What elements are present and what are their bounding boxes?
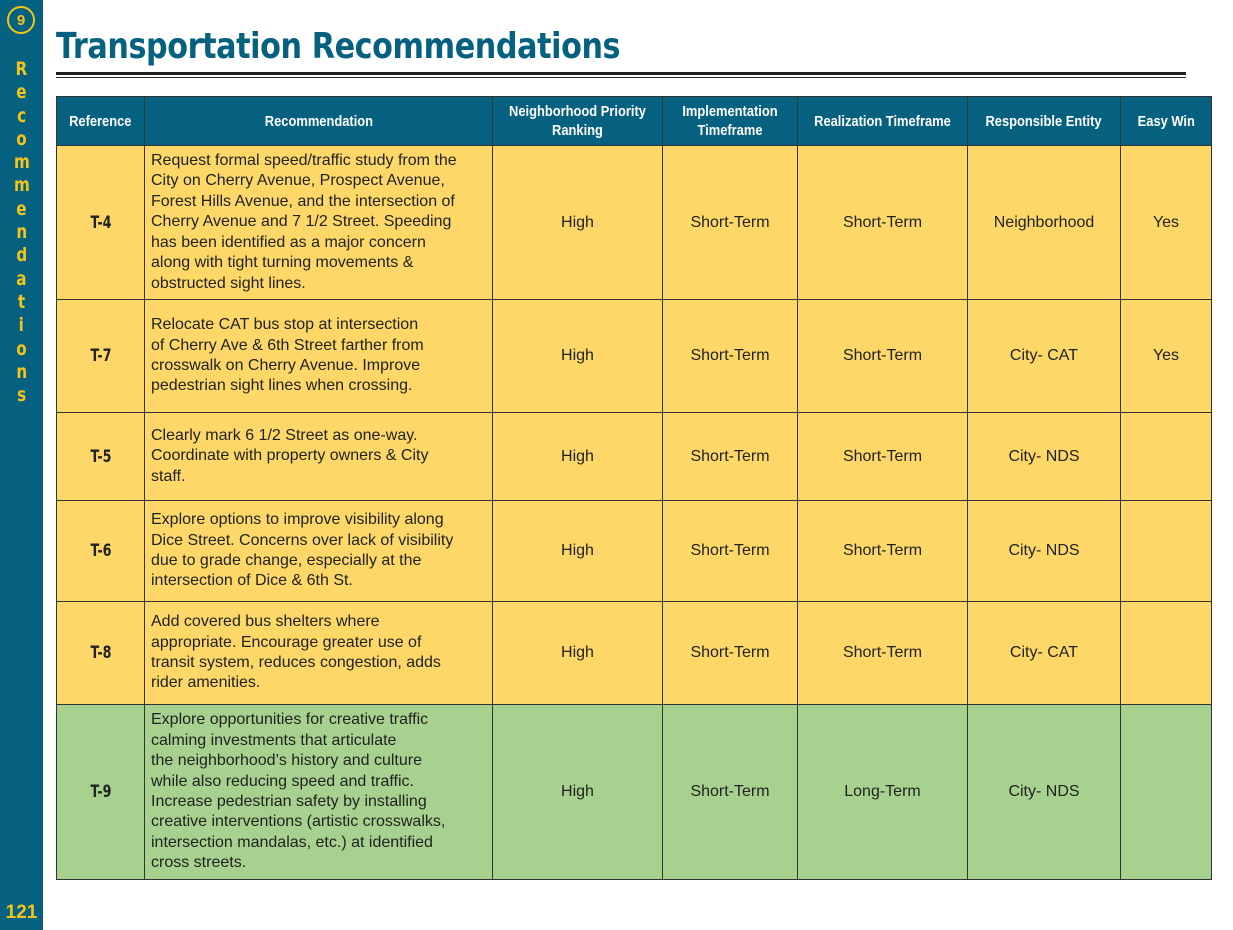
cell-recommendation: Request formal speed/traffic study from the City on Cherry Avenue, Prospect Avenue, Forest Hills Avenue, and the intersection of Cherry Avenue and 7 1/2 Street. Speeding has been identified as a major concern along with tight turning movements & obstructed sight lines. <box>145 146 493 300</box>
cell-entity: City- NDS <box>968 413 1121 501</box>
chapter-number-badge: 9 <box>7 6 35 34</box>
table-row <box>57 146 1212 300</box>
chapter-letter: m <box>13 174 30 197</box>
title-rule-thick <box>56 72 1186 75</box>
cell-reference: T-7 <box>57 300 145 413</box>
cell-easy-win: Yes <box>1121 146 1212 300</box>
chapter-letter: c <box>16 104 26 127</box>
header-reference: Reference <box>57 97 145 146</box>
cell-implementation: Short-Term <box>663 300 798 413</box>
cell-easy-win <box>1121 705 1212 880</box>
cell-realization: Short-Term <box>798 300 968 413</box>
cell-recommendation: Clearly mark 6 1/2 Street as one-way. Coordinate with property owners & City staff. <box>145 413 493 501</box>
table-header-row <box>57 97 1212 146</box>
cell-priority: High <box>493 146 663 300</box>
cell-realization: Short-Term <box>798 501 968 602</box>
cell-recommendation: Relocate CAT bus stop at intersection of Cherry Ave & 6th Street farther from crosswalk on Cherry Avenue. Improve pedestrian sight lines when crossing. <box>145 300 493 413</box>
cell-implementation: Short-Term <box>663 602 798 705</box>
cell-reference: T-5 <box>57 413 145 501</box>
cell-easy-win: Yes <box>1121 300 1212 413</box>
cell-recommendation: Explore options to improve visibility along Dice Street. Concerns over lack of visibility due to grade change, especially at the intersection of Dice & 6th St. <box>145 501 493 602</box>
chapter-letter: t <box>17 290 26 313</box>
cell-implementation: Short-Term <box>663 146 798 300</box>
chapter-letter: n <box>16 360 27 383</box>
chapter-letter: i <box>18 314 25 337</box>
cell-entity: City- CAT <box>968 300 1121 413</box>
cell-reference: T-4 <box>57 146 145 300</box>
cell-entity: City- NDS <box>968 501 1121 602</box>
chapter-letter: e <box>16 197 27 220</box>
cell-implementation: Short-Term <box>663 413 798 501</box>
cell-priority: High <box>493 501 663 602</box>
header-recommendation: Recommendation <box>145 97 493 146</box>
header-implementation: Implementation Timeframe <box>663 97 798 146</box>
cell-implementation: Short-Term <box>663 501 798 602</box>
cell-priority: High <box>493 413 663 501</box>
cell-priority: High <box>493 705 663 880</box>
table-row <box>57 413 1212 501</box>
cell-entity: City- CAT <box>968 602 1121 705</box>
cell-realization: Long-Term <box>798 705 968 880</box>
chapter-vertical-label <box>0 58 43 407</box>
cell-priority: High <box>493 300 663 413</box>
cell-recommendation: Add covered bus shelters where appropriate. Encourage greater use of transit system, reduces congestion, adds rider amenities. <box>145 602 493 705</box>
chapter-letter: e <box>16 81 27 104</box>
chapter-letter: d <box>16 244 27 267</box>
chapter-letter: n <box>16 221 27 244</box>
page-title: Transportation Recommendations <box>56 26 621 67</box>
cell-easy-win <box>1121 413 1212 501</box>
chapter-letter: o <box>16 337 27 360</box>
cell-implementation: Short-Term <box>663 705 798 880</box>
cell-reference: T-9 <box>57 705 145 880</box>
recommendations-table <box>56 96 1212 880</box>
cell-entity: City- NDS <box>968 705 1121 880</box>
header-priority: Neighborhood Priority Ranking <box>493 97 663 146</box>
cell-realization: Short-Term <box>798 413 968 501</box>
cell-realization: Short-Term <box>798 602 968 705</box>
chapter-letter: o <box>16 127 27 150</box>
cell-realization: Short-Term <box>798 146 968 300</box>
cell-priority: High <box>493 602 663 705</box>
cell-easy-win <box>1121 501 1212 602</box>
cell-entity: Neighborhood <box>968 146 1121 300</box>
title-rule-thin <box>56 77 1186 78</box>
header-entity: Responsible Entity <box>968 97 1121 146</box>
cell-easy-win <box>1121 602 1212 705</box>
table-row <box>57 602 1212 705</box>
table-row <box>57 705 1212 880</box>
cell-reference: T-8 <box>57 602 145 705</box>
cell-reference: T-6 <box>57 501 145 602</box>
header-realization: Realization Timeframe <box>798 97 968 146</box>
table-row <box>57 501 1212 602</box>
page-number: 121 <box>5 902 38 923</box>
header-easy-win: Easy Win <box>1121 97 1212 146</box>
chapter-letter: a <box>16 267 27 290</box>
chapter-letter: m <box>13 151 30 174</box>
table-row <box>57 300 1212 413</box>
chapter-sidebar <box>0 0 43 930</box>
chapter-letter: s <box>16 384 27 407</box>
cell-recommendation: Explore opportunities for creative traffic calming investments that articulate the neighborhood’s history and culture while also reducing speed and traffic. Increase pedestrian safety by installing creative interventions (artistic crosswalks, intersection mandalas, etc.) at identified cross streets. <box>145 705 493 880</box>
chapter-letter: R <box>15 58 28 80</box>
